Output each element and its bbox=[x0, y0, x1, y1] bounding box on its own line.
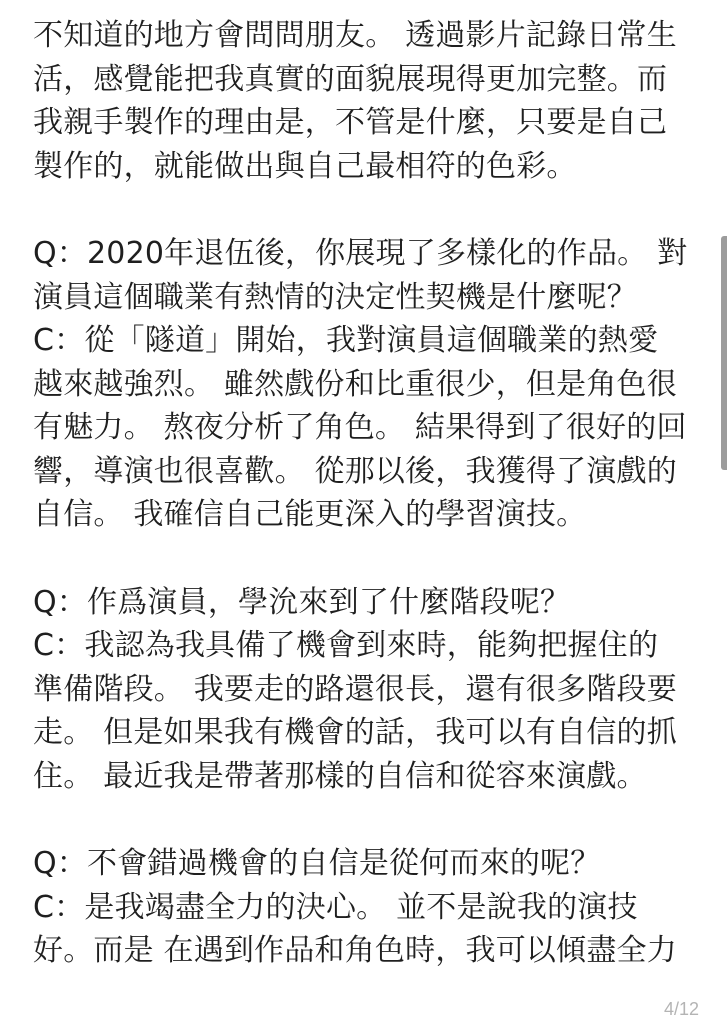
paragraph-qa-3 bbox=[33, 842, 695, 973]
article-text bbox=[33, 14, 695, 1017]
text-line: 響，導演也很喜歡。 從那以後，我獲得了演戲的 bbox=[33, 453, 677, 489]
text-line: 我親手製作的理由是，不管是什麼，只要是自己 bbox=[33, 105, 668, 140]
text-line: 準備階段。 我要走的路還很長，還有很多階段要 bbox=[33, 671, 677, 707]
paragraph-intro bbox=[33, 14, 695, 188]
text-line: Q：不會錯過機會的自信是從何而來的呢？ bbox=[33, 846, 601, 881]
text-line: 不知道的地方會問問朋友。 透過影片記錄日常生 bbox=[33, 18, 677, 53]
text-line: 走。 但是如果我有機會的話，我可以有自信的抓 bbox=[33, 715, 677, 750]
text-line: 有魅力。 熬夜分析了角色。 結果得到了很好的回 bbox=[33, 410, 687, 445]
text-line: 演員這個職業有熱情的決定性契機是什麼呢？ bbox=[33, 279, 637, 315]
paragraph-qa-1 bbox=[33, 232, 695, 537]
text-line: 住。 最近我是帶著那樣的自信和從容來演戲。 bbox=[33, 758, 647, 794]
text-line: 越來越強烈。 雖然戲份和比重很少，但是角色很 bbox=[33, 366, 677, 402]
text-line: 自信。 我確信自己能更深入的學習演技。 bbox=[33, 497, 587, 532]
text-line: 製作的，就能做出與自己最相符的色彩。 bbox=[33, 148, 577, 184]
text-line: C：我認為我具備了機會到來時，能夠把握住的 bbox=[33, 628, 659, 663]
text-line: 活，感覺能把我真實的面貌展現得更加完整。而 bbox=[33, 61, 668, 97]
text-line: Q：2020年退伍後，你展現了多樣化的作品。 對 bbox=[33, 236, 688, 271]
scrollbar-thumb[interactable] bbox=[721, 236, 727, 470]
text-line: C：從「隧道」開始，我對演員這個職業的熱愛 bbox=[33, 323, 659, 358]
text-line: Q：作爲演員，學沇來到了什麼階段呢？ bbox=[33, 584, 571, 620]
paragraph-qa-2 bbox=[33, 581, 695, 799]
page-indicator: 4/12 bbox=[663, 999, 699, 1019]
text-line: C：是我竭盡全力的決心。 並不是說我的演技 bbox=[33, 889, 638, 925]
text-line: 好。而是 在遇到作品和角色時，我可以傾盡全力 bbox=[33, 933, 677, 968]
